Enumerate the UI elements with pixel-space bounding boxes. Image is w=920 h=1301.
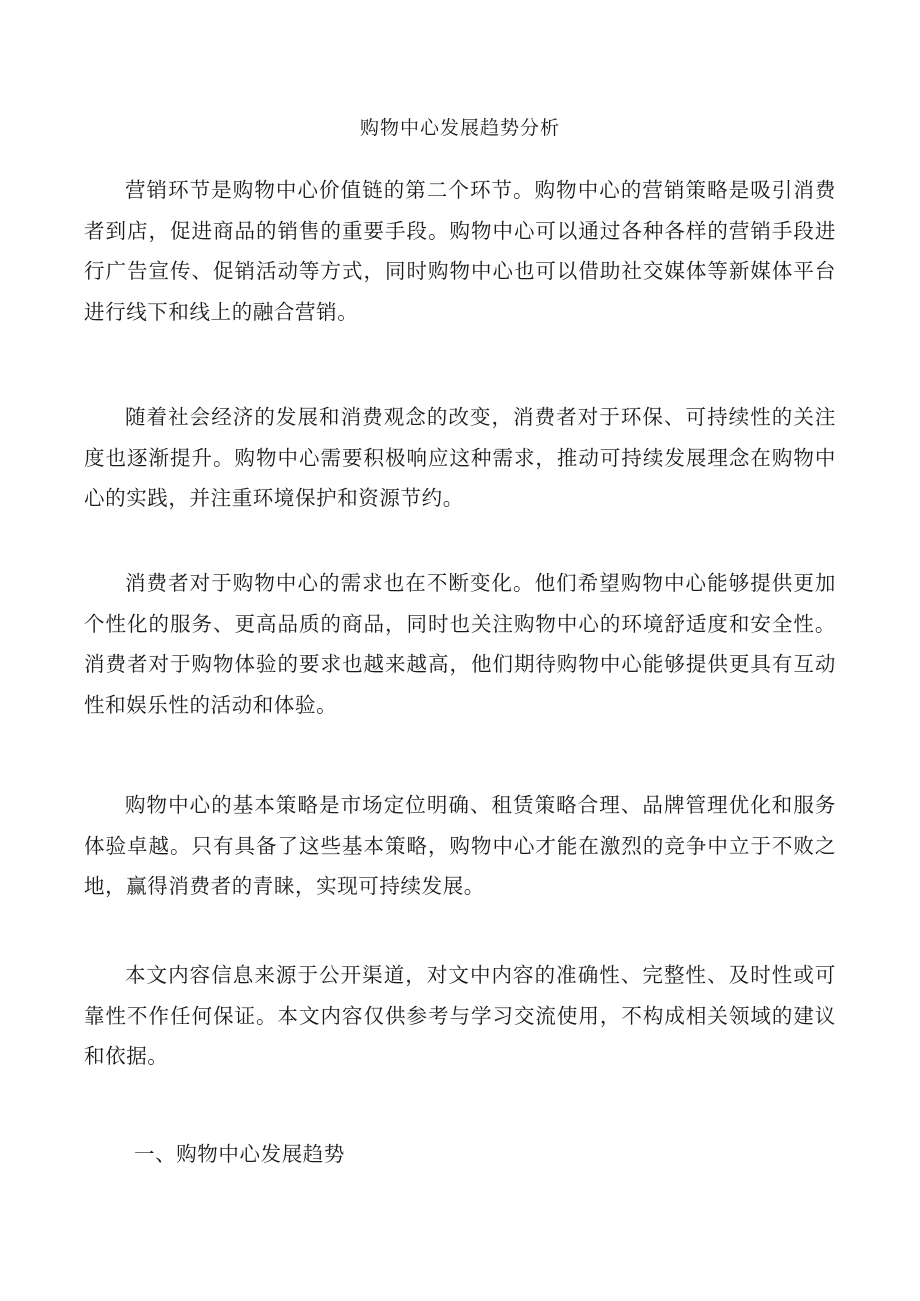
section-heading: 一、购物中心发展趋势 (134, 1142, 345, 1166)
document-title: 购物中心发展趋势分析 (359, 117, 560, 139)
paragraph-consumer-demand: 消费者对于购物中心的需求也在不断变化。他们希望购物中心能够提供更加个性化的服务、更高品质的商品，同时也关注购物中心的环境舒适度和安全性。消费者对于购物体验的要求也越来越高，他们期待购物中心能够提供更具有互动性和娱乐性的活动和体验。 (84, 571, 836, 717)
paragraph-marketing: 营销环节是购物中心价值链的第二个环节。购物中心的营销策略是吸引消费者到店，促进商品的销售的重要手段。购物中心可以通过各种各样的营销手段进行广告宣传、促销活动等方式，同时购物中心也可以借助社交媒体等新媒体平台进行线下和线上的融合营销。 (84, 178, 836, 324)
paragraph-disclaimer: 本文内容信息来源于公开渠道，对文中内容的准确性、完整性、及时性或可靠性不作任何保证。本文内容仅供参考与学习交流使用，不构成相关领域的建议和依据。 (84, 963, 836, 1068)
paragraph-sustainability: 随着社会经济的发展和消费观念的改变，消费者对于环保、可持续性的关注度也逐渐提升。购物中心需要积极响应这种需求，推动可持续发展理念在购物中心的实践，并注重环境保护和资源节约。 (84, 405, 836, 510)
paragraph-basic-strategy: 购物中心的基本策略是市场定位明确、租赁策略合理、品牌管理优化和服务体验卓越。只有具备了这些基本策略，购物中心才能在激烈的竞争中立于不败之地，赢得消费者的青睐，实现可持续发展。 (84, 793, 836, 898)
